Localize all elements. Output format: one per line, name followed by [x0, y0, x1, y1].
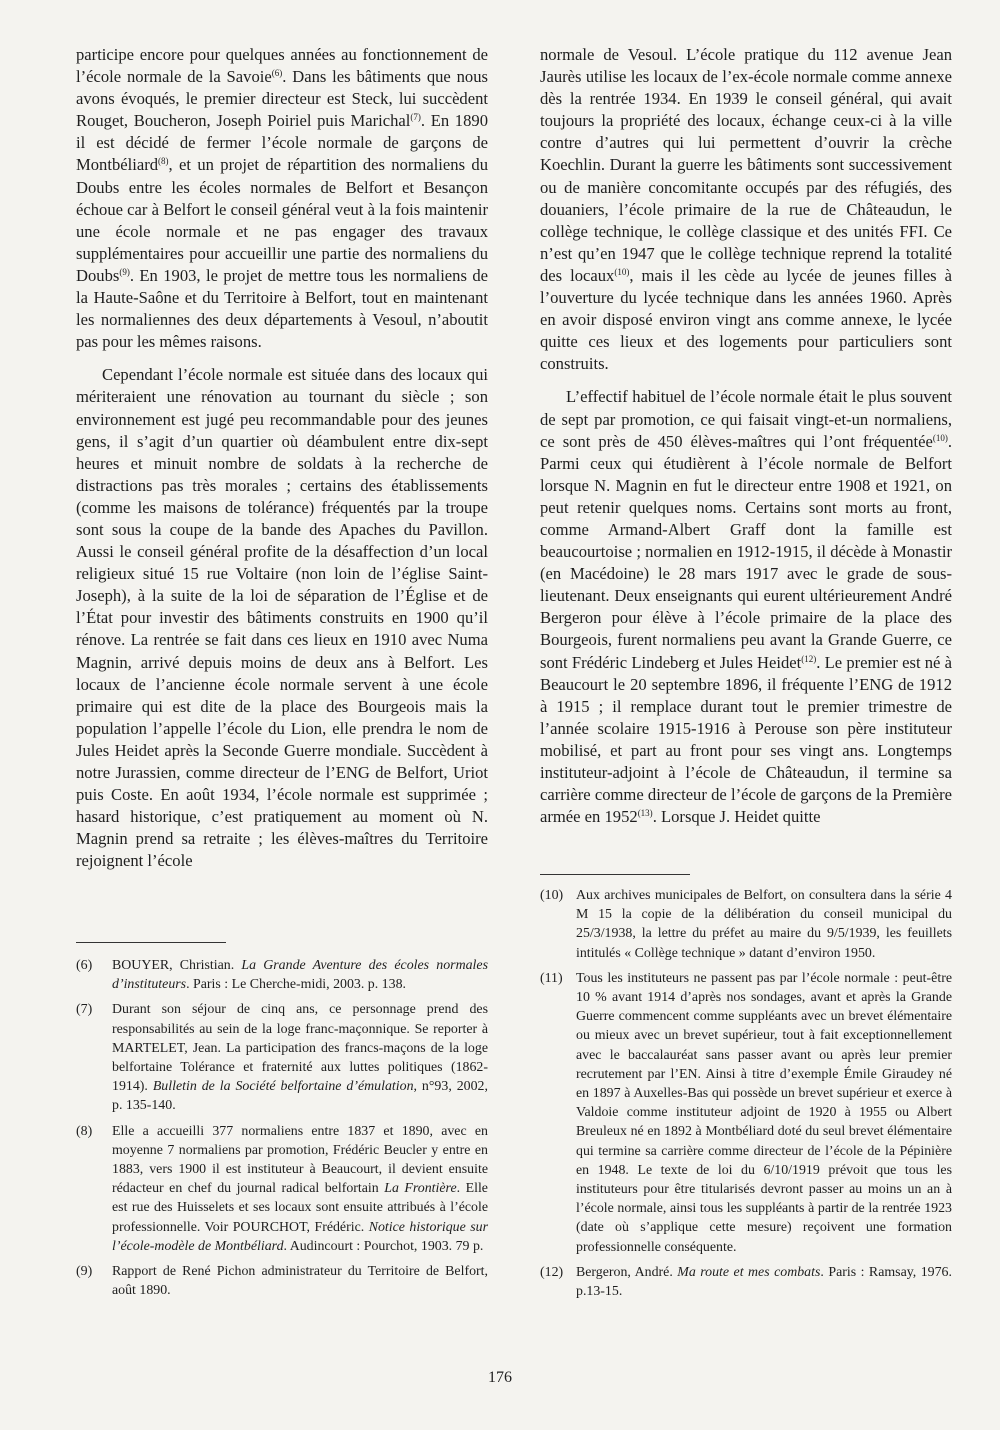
footnote-reference: (6) [271, 68, 283, 79]
footnote-reference: (10) [614, 266, 630, 277]
footnote-reference: (12) [801, 653, 817, 664]
text-run: Bergeron, André. [576, 1264, 678, 1280]
footnote-number: (10) [540, 888, 564, 903]
footnote-text [112, 1262, 488, 1300]
text-run: . Parmi ceux qui étudièrent à l’école normale de Belfort lorsque N. Magnin en fut le directeur entre 1908 et 1921, on peut retenir quelques noms. Certains sont morts au front, comme Armand-Albert Graff dont la famille est beaucourtoise ; normalien en 1912-1915, il décède à Monastir (en Macédoine) le 28 mars 1917 avec le grade de sous-lieutenant. Deux enseignants qui eurent ultérieurement André Bergeron pour élève à l’école primaire de la place des Bourgeois, furent normaliens peu avant la Grande Guerre, ce sont Frédéric Lindeberg et Jules Heidet [540, 431, 952, 672]
text-run: , n°93, 2002, p. 135-140. [112, 1079, 488, 1114]
text-run: Rapport de René Pichon administrateur du Territoire de Belfort, août 1890. [112, 1264, 488, 1299]
footnote-number: (11) [540, 970, 563, 986]
right-column [540, 44, 952, 828]
text-run: Elle a accueilli 377 normaliens entre 1837 et 1890, avec en moyenne 7 normaliens par promotion, Frédéric Beucler y entre en 1883, vers 1900 il est instituteur à Beaucourt, il devient ensuite rédacteur en chef du journal radical belfortain [112, 1123, 488, 1197]
paragraph [76, 44, 488, 353]
text-run: . En 1890 il est décidé de fermer l’école normale de garçons de Montbéliard [76, 111, 488, 175]
text-run: , mais il les cède au lycée de jeunes filles à l’ouverture du lycée technique dans les années 1960. Après en avoir disposé environ vingt ans comme annexe, le lycée quitte ces lieux et des logements pour particuliers sont construits. [540, 265, 952, 374]
footnote-reference: (9) [119, 266, 130, 277]
footnote-reference: (8) [158, 156, 169, 167]
text-run: . Elle est rue des Huisselets et ses locaux sont ensuite attribués à l’école professionnelle. Voir POURCHOT, Frédéric. [112, 1181, 488, 1235]
footnotes-left [76, 956, 488, 1306]
italic-title: Bulletin de la Société belfortaine d’émulation [152, 1079, 414, 1095]
text-run: Aux archives municipales de Belfort, on consultera dans la série 4 M 15 la copie de la délibération du conseil municipal du 25/3/1938, la lettre du préfet au maire du 9/5/1939, les feuillets intitulés « Collège technique » datant d’environ 1950. [576, 888, 952, 961]
text-run: Cependant l’école normale est située dans des locaux qui mériteraient une rénovation au tournant du siècle ; son environnement est jugé peu recommandable pour des jeunes gens, il s’agit d’un quartier où déambulent entre dix-sept heures et minuit nombre de soldats à la recherche de distractions pas très morales ; certains des établissements (comme les maisons de tolérance) fréquentés par la troupe sont sous la coupe de la bande des Apaches du Pavillon. Aussi le conseil général profite de la désaffection d’un local religieux situé 15 rue Voltaire (non loin de l’église Saint-Joseph), à la suite de la loi de séparation de l’Église et de l’État pour investir des bâtiments construits en 1900 qu’il rénove. La rentrée se fait dans ces lieux en 1910 avec Numa Magnin, arrivé depuis moins de deux ans à Belfort. Les locaux de l’ancienne école normale servent à une école primaire qui est dite de la place des Bourgeois mais la population l’appelle l’école du Lion, elle prendra le nom de Jules Heidet après la Seconde Guerre mondiale. Succèdent à notre Jurassien, comme directeur de l’ENG de Belfort, Uriot puis Coste. En août 1934, l’école normale est supprimée ; hasard historique, c’est pratiquement au moment où N. Magnin prend sa retraite ; les élèves-maîtres du Territoire rejoignent l’école [76, 365, 488, 871]
page-number: 176 [488, 1369, 512, 1386]
footnote-number: (9) [76, 1264, 93, 1280]
footnote-text [112, 1122, 488, 1256]
text-run: , et un projet de répartition des normaliens du Doubs entre les écoles normales de Belfort et Besançon échoue car à Belfort le conseil général veut à la fois maintenir une école normale et ne pas engager des travaux supplémentaires pour accueillir une partie des normaliens du Doubs [76, 155, 488, 285]
text-run: . Paris : Ramsay, 1976. p.13-15. [576, 1264, 952, 1300]
text-run: participe encore pour quelques années au fonctionnement de l’école normale de la Savoie [76, 45, 488, 87]
footnote-number: (7) [76, 1002, 93, 1018]
text-run: . Le premier est né à Beaucourt le 20 septembre 1896, il fréquente l’ENG de 1912 à 1915 ; il remplace durant tout le premier trimestre de l’année scolaire 1915-1916 à Perouse son père instituteur mobilisé, et part au front pour ses vingt ans. Longtemps instituteur-adjoint à l’école de Châteaudun, il termine sa carrière comme directeur de l’école de garçons de la Première armée en 1952 [540, 652, 952, 827]
footnote [76, 1262, 488, 1300]
footnote-number: (12) [540, 1264, 564, 1280]
text-run: Tous les instituteurs ne passent pas par l’école normale : peut-être 10 % avant 1914 d’après nos sondages, avant et après la Grande Guerre commencent comme suppléants avec un brevet élémentaire ou mieux avec un brevet supérieur, tout à fait exceptionnellement avec le baccalauréat sans passer avant ou après leur premier recrutement par l’EN. Ainsi à titre d’exemple Émile Giraudey né en 1897 à Auxelles-Bas qui possède un brevet supérieur et exerce à Valdoie comme instituteur adjoint de 1920 à 1955 ou Albert Breuleux né en 1892 à Montbéliard doté du seul brevet élémentaire qui termine sa carrière comme directeur de l’école de la Pépinière en 1948. Le texte de loi du 6/10/1919 prévoit que tous les instituteurs pour être titularisés devront passer au moins un an à l’école normale, ainsi tous les suppléants à partir de la rentrée 1923 (date où s’applique cette mesure) reçoivent une formation professionnelle conséquente. [576, 970, 952, 1255]
footnote [540, 1263, 952, 1301]
text-run: normale de Vesoul. L’école pratique du 112 avenue Jean Jaurès utilise les locaux de l’ex-école normale comme annexe dès la rentrée 1934. En 1939 le conseil général, qui avait toujours la propriété des locaux, échange ceux-ci à la ville contre d’autres qui lui permettent d’ouvrir la crèche Koechlin. Durant la guerre les bâtiments sont successivement ou de manière concomitante occupés par des réfugiés, des douaniers, l’école primaire de la rue de Châteaudun, le collège technique, le collège classique et des unités FFI. Ce n’est qu’en 1947 que le collège technique reprend la totalité des locaux [540, 45, 952, 285]
footnote-number: (6) [76, 958, 93, 973]
text-run: . En 1903, le projet de mettre tous les normaliens de la Haute-Saône et du Territoire à Belfort, tout en maintenant les normaliennes des deux départements à Vesoul, n’aboutit pas pour les mêmes raisons. [76, 265, 488, 352]
footnote [76, 1122, 488, 1256]
footnote-text [576, 969, 952, 1257]
footnote-separator [76, 942, 226, 943]
footnotes-right [540, 886, 952, 1307]
footnote-reference: (10) [932, 432, 948, 443]
footnote-text [576, 1263, 952, 1301]
italic-title: La Frontière [384, 1181, 457, 1197]
footnote-number: (8) [76, 1123, 93, 1139]
footnote-reference: (7) [410, 112, 421, 123]
footnote [76, 1000, 488, 1115]
italic-title: Ma route et mes combats [677, 1264, 821, 1280]
text-run: . Lorsque J. Heidet quitte [652, 807, 821, 827]
text-run: . Paris : Le Cherche-midi, 2003. p. 138. [186, 977, 406, 993]
italic-title: La Grande Aventure des écoles normales d’instituteurs [112, 958, 488, 993]
footnote-text [112, 956, 488, 994]
footnote-text [112, 1000, 488, 1115]
text-run: . Audincourt : Pourchot, 1903. 79 p. [283, 1238, 484, 1254]
footnote-separator [540, 874, 690, 875]
text-run: L’effectif habituel de l’école normale était le plus souvent de sept par promotion, ce qui faisait vingt-et-un normaliens, ce sont près de 450 élèves-maîtres qui l’ont fréquentée [540, 387, 952, 451]
italic-title: Notice historique sur l’école-modèle de Montbéliard [112, 1219, 488, 1254]
paragraph [76, 364, 488, 872]
paragraph [540, 44, 952, 375]
text-run: BOUYER, Christian. [112, 958, 242, 973]
text-run: . Dans les bâtiments que nous avons évoqués, le premier directeur est Steck, lui succèdent Rouget, Boucheron, Joseph Poiriel puis Marichal [76, 67, 488, 131]
footnote [76, 956, 488, 994]
footnote-text [576, 886, 952, 963]
footnote-reference: (13) [637, 808, 653, 819]
left-column [76, 44, 488, 872]
paragraph [540, 386, 952, 828]
text-run: Durant son séjour de cinq ans, ce personnage prend des responsabilités au sein de la loge franc-maçonnique. Se reporter à MARTELET, Jean. La participation des francs-maçons de la loge belfortaine Tolérance et fraternité aux luttes politiques (1862-1914). [112, 1002, 488, 1095]
footnote [540, 969, 952, 1257]
footnote [540, 886, 952, 963]
